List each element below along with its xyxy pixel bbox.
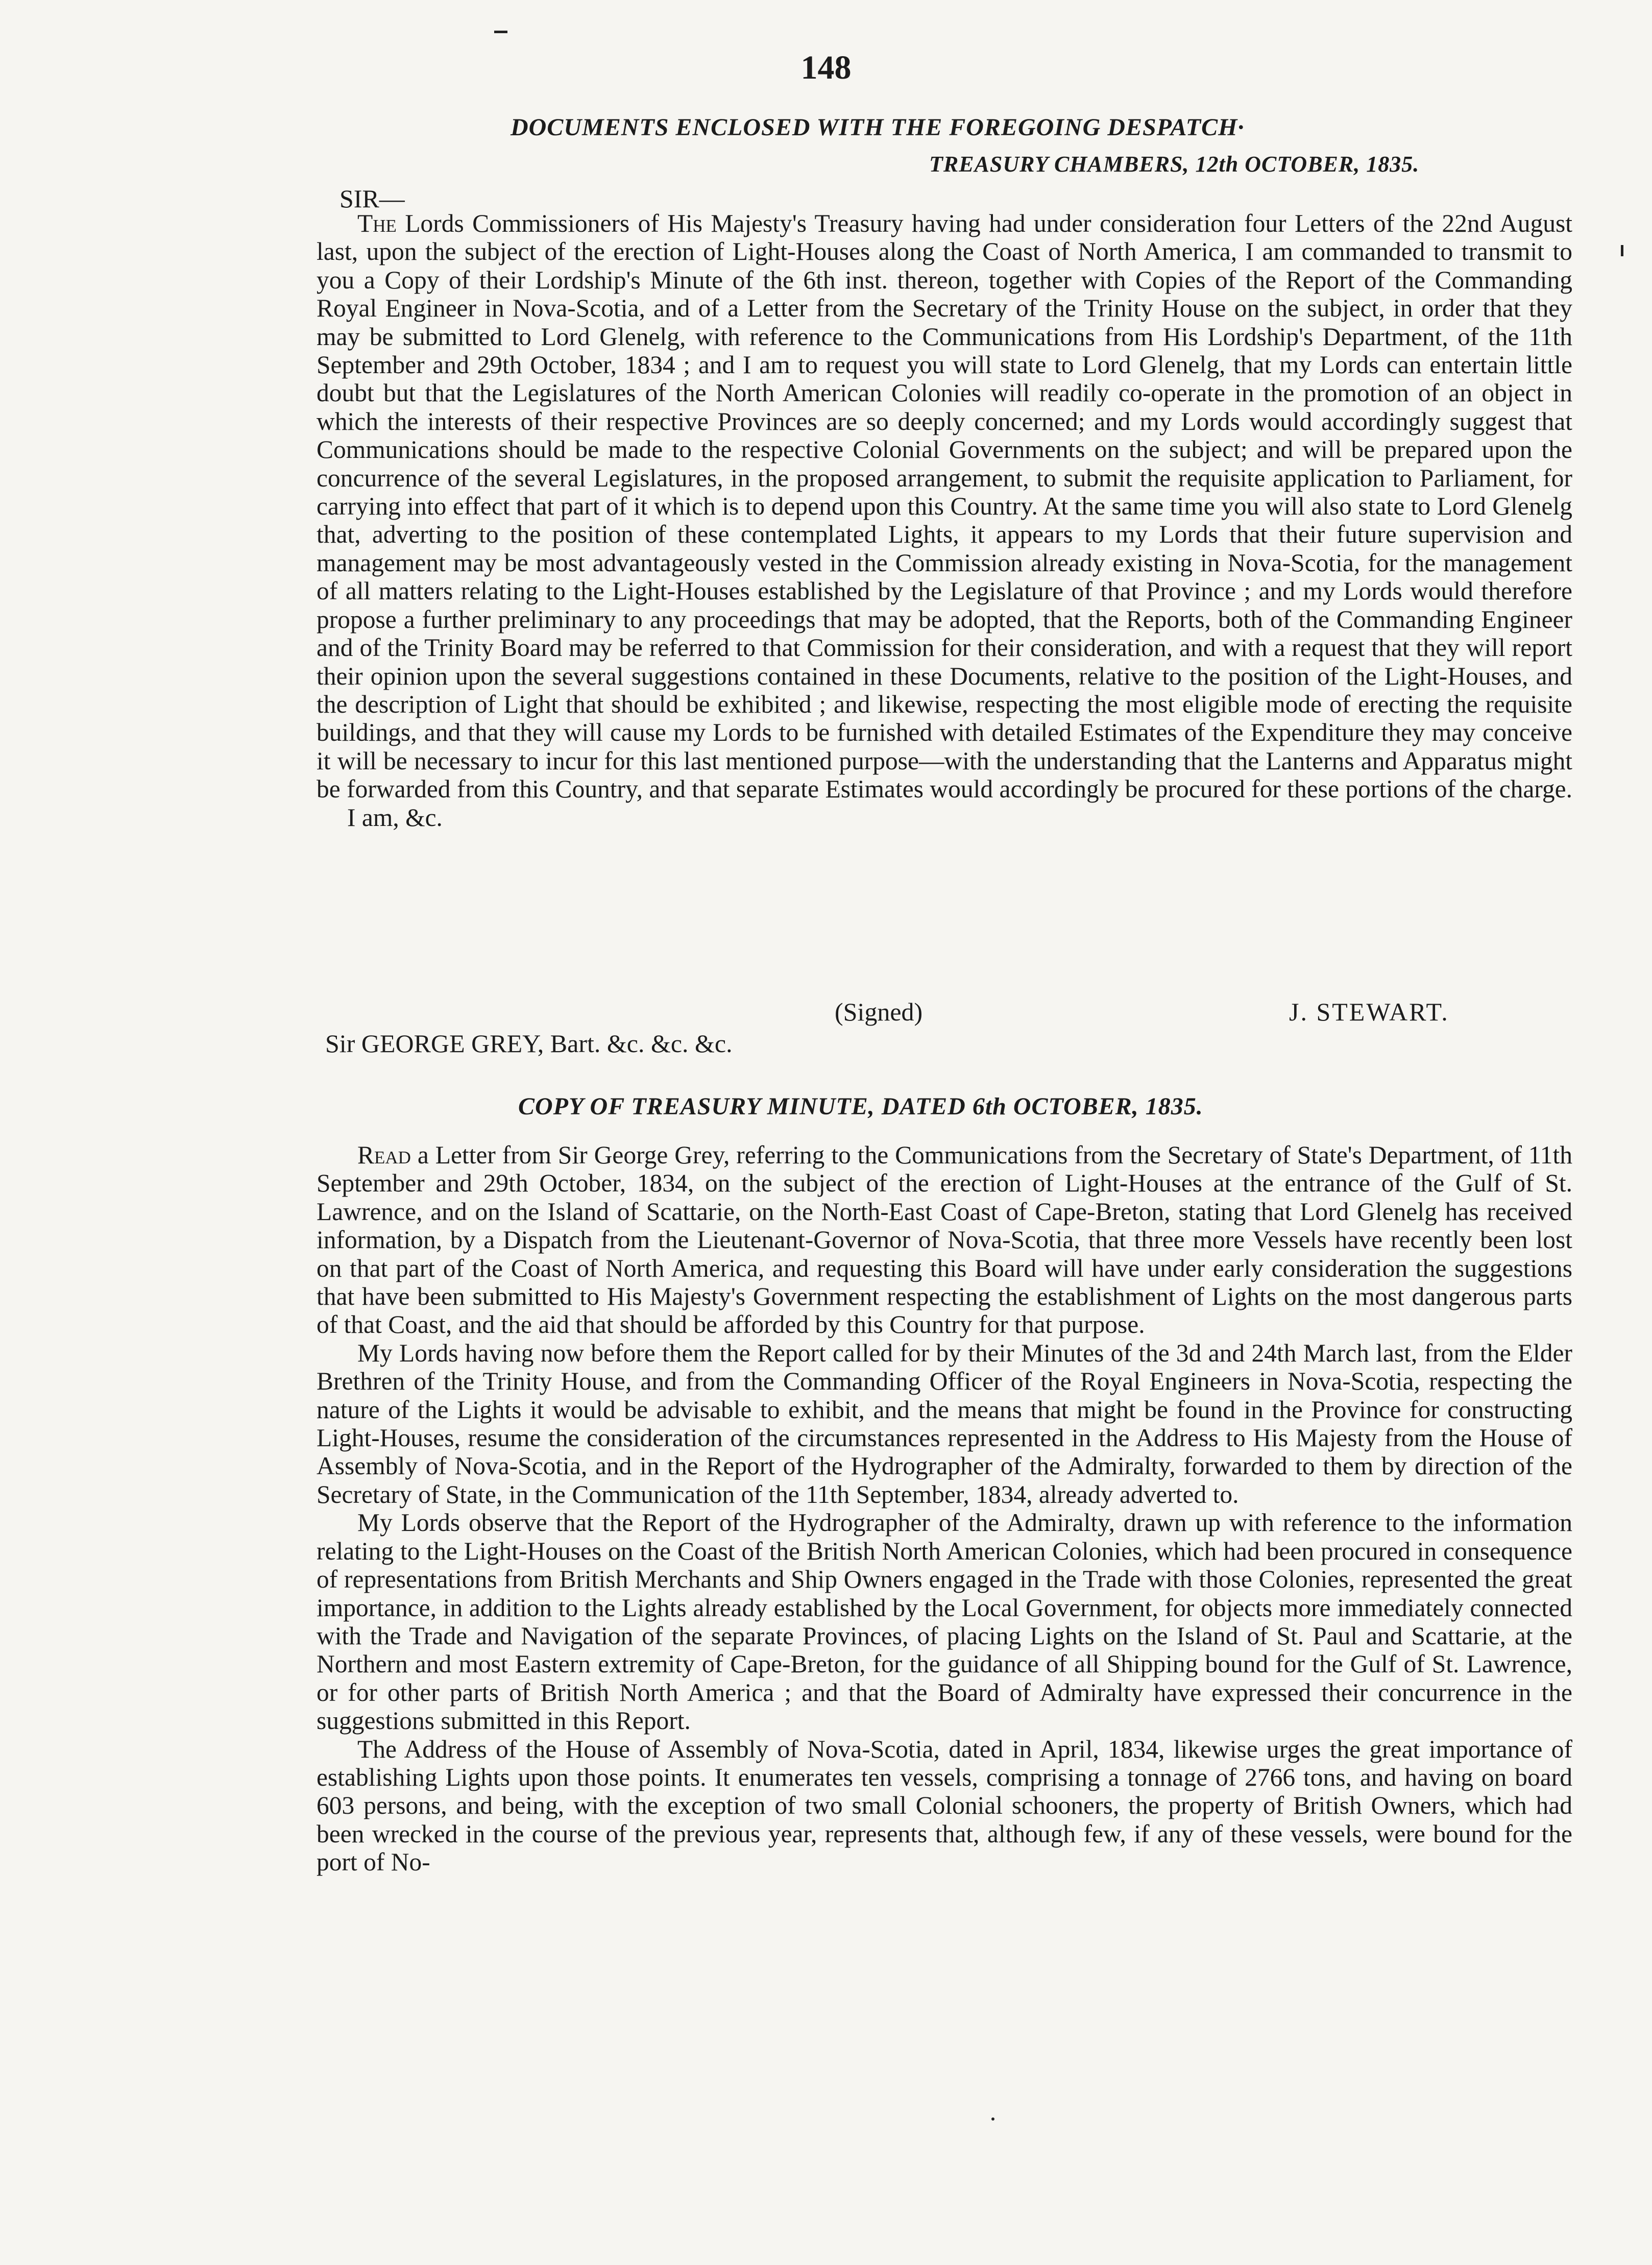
- minute-paragraph-4: The Address of the House of Assembly of Nova-Scotia, dated in April, 1834, likewise urges the great importance of establishing Lights upon those points. It enumerates ten vessels, comprising a tonnage of 2766 tons, and having on board 603 persons, and being, with the exception of two small Colonial schooners, the property of British Owners, which had been wrecked in the course of the previous year, represents that, although few, if any of these vessels, were bound for the port of No-: [317, 1735, 1572, 1877]
- minute-paragraph-1-text: a Letter from Sir George Grey, referring to the Communications from the Secretary of State's Department, of 11th September and 29th October, 1834, on the subject of the erection of Light-Houses at the entrance of the Gulf of St. Lawrence, and on the Island of Scattarie, on the North-East Coast of Cape-Breton, stating that Lord Glenelg has received information, by a Dispatch from the Lieutenant-Governor of Nova-Scotia, that three more Vessels have recently been lost on that part of the Coast of North America, and requesting this Board will have under early consideration the suggestions that have been submitted to His Majesty's Government respecting the establishment of Lights on the most dangerous parts of that Coast, and the aid that should be afforded by this Country for that purpose.: [317, 1141, 1572, 1339]
- letter-lead-word: The: [357, 209, 397, 237]
- ink-speck: [1621, 245, 1623, 256]
- minute-lead-word: Read: [357, 1141, 411, 1169]
- minute-paragraph-3: My Lords observe that the Report of the Hydrographer of the Admiralty, drawn up with reference to the information relating to the Light-Houses on the Coast of the British North American Colonies, which had been procured in consequence of representations from British Merchants and Ship Owners engaged in the Trade with those Colonies, represented the great importance, in addition to the Lights already established by the Local Government, for objects more immediately connected with the Trade and Navigation of the separate Provinces, of placing Lights on the Island of St. Paul and Scattarie, at the Northern and most Eastern extremity of Cape-Breton, for the guidance of all Shipping bound for the Gulf of St. Lawrence, or for other parts of British North America ; and that the Board of Admiralty have expressed their concurrence in the suggestions submitted in this Report.: [317, 1508, 1572, 1735]
- addressee: Sir GEORGE GREY, Bart. &c. &c. &c.: [325, 1029, 733, 1058]
- signatory: J. STEWART.: [1289, 997, 1449, 1026]
- letter-text: Lords Commissioners of His Majesty's Treasury having had under consideration four Letters of the 22nd August last, upon the subject of the erection of Light-Houses along the Coast of North America, I am commanded to transmit to you a Copy of their Lordship's Minute of the 6th inst. thereon, together with Copies of the Report of the Commanding Royal Engineer in Nova-Scotia, and of a Letter from the Secretary of the Trinity House on the subject, in order that they may be submitted to Lord Glenelg, with reference to the Communications from His Lordship's Department, of the 11th September and 29th October, 1834 ; and I am to request you will state to Lord Glenelg, that my Lords can entertain little doubt but that the Legislatures of the North American Colonies will readily co-operate in the promotion of an object in which the interests of their respective Provinces are so deeply concerned; and my Lords would accordingly suggest that Communications should be made to the respective Colonial Governments on the subject; and will be prepared upon the concurrence of the several Legislatures, in the proposed arrangement, to submit the requisite application to Parliament, for carrying into effect that part of it which is to depend upon this Country. At the same time you will also state to Lord Glenelg that, adverting to the position of these contemplated Lights, it appears to my Lords that their future supervision and management may be most advantageously vested in the Commission already existing in Nova-Scotia, for the management of all matters relating to the Light-Houses established by the Legislature of that Province ; and my Lords would therefore propose a further preliminary to any proceedings that may be adopted, that the Reports, both of the Commanding Engineer and of the Trinity Board may be referred to that Commission for their consideration, and with a request that they will report their opinion upon the several suggestions contained in these Documents, relative to the position of the Light-Houses, and the description of Light that should be exhibited ; and likewise, respecting the most eligible mode of erecting the requisite buildings, and that they will cause my Lords to be furnished with detailed Estimates of the Expenditure they may conceive it will be necessary to incur for this last mentioned purpose—with the understanding that the Lanterns and Apparatus might be forwarded from this Country, and that separate Estimates would accordingly be procured for these portions of the charge.: [317, 209, 1572, 803]
- letter-closing: I am, &c.: [347, 803, 443, 832]
- dateline: TREASURY CHAMBERS, 12th OCTOBER, 1835.: [929, 152, 1420, 177]
- ink-speck: [494, 31, 507, 33]
- page-number: 148: [800, 49, 852, 86]
- letter-body: [317, 209, 1572, 832]
- minute-heading: COPY OF TREASURY MINUTE, DATED 6th OCTOBER, 1835.: [518, 1093, 1203, 1120]
- signed-label: (Signed): [835, 997, 923, 1026]
- minute-paragraph-2: My Lords having now before them the Report called for by their Minutes of the 3d and 24th March last, from the Elder Brethren of the Trinity House, and from the Commanding Officer of the Royal Engineers in Nova-Scotia, respecting the nature of the Lights it would be advisable to exhibit, and the means that might be found in the Province for constructing Light-Houses, resume the consideration of the circumstances represented in the Address to His Majesty from the House of Assembly of Nova-Scotia, and in the Report of the Hydrographer of the Admiralty, forwarded to them by direction of the Secretary of State, in the Communication of the 11th September, 1834, already adverted to.: [317, 1338, 1572, 1508]
- ink-speck: [991, 2117, 994, 2121]
- main-heading: DOCUMENTS ENCLOSED WITH THE FOREGOING DESPATCH·: [511, 114, 1245, 141]
- salutation: SIR—: [339, 184, 405, 213]
- letter-paragraph: [317, 209, 1572, 832]
- minute-body: [317, 1141, 1572, 1877]
- minute-paragraph-1: [317, 1141, 1572, 1339]
